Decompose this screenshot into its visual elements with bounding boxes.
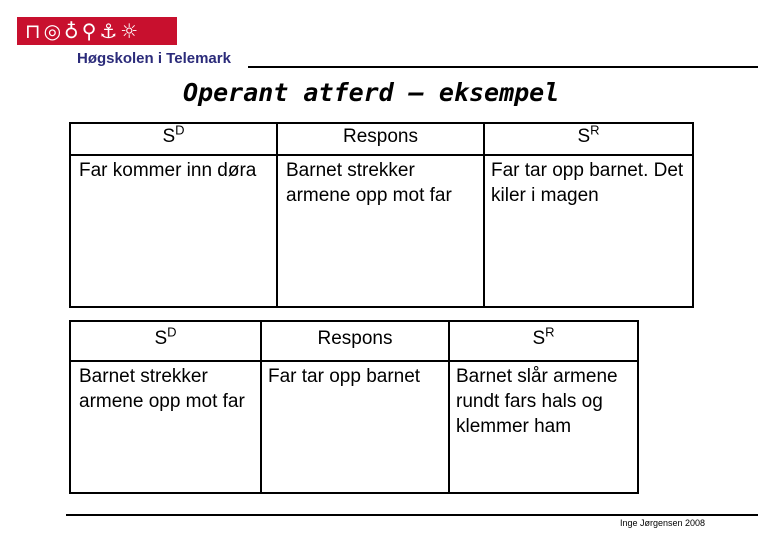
cell-sd: Far kommer inn døra [70,155,277,307]
college-wordmark: Høgskolen i Telemark [77,50,231,67]
example-table-1 [69,122,694,308]
cell-respons: Far tar opp barnet [261,361,449,493]
college-logo-emblem [17,17,177,45]
cell-sr: Far tar opp barnet. Det kiler i magen [484,155,693,307]
table-row [70,361,638,493]
cell-sd: Barnet strekker armene opp mot far [70,361,261,493]
bottom-divider [66,514,758,516]
header-sd: $S^D$ [70,321,261,361]
header-sd: $S^D$ [70,123,277,155]
table-header-row [70,123,693,155]
top-divider [248,66,758,68]
header-respons: Respons [277,123,484,155]
author-footer: Inge Jørgensen 2008 [620,518,706,528]
header-respons: Respons [261,321,449,361]
cell-sr: Barnet slår armene rundt fars hals og klemmer ham [449,361,638,493]
header-sr: $S^R$ [449,321,638,361]
cell-respons: Barnet strekker armene opp mot far [277,155,484,307]
table-header-row [70,321,638,361]
example-table-2 [69,320,639,494]
header-sr: $S^R$ [484,123,693,155]
table-row [70,155,693,307]
rock-carving-icons: ⊓◎♁⚲⚓☼ [25,19,142,43]
slide-title: Operant atferd – eksempel [183,78,560,107]
